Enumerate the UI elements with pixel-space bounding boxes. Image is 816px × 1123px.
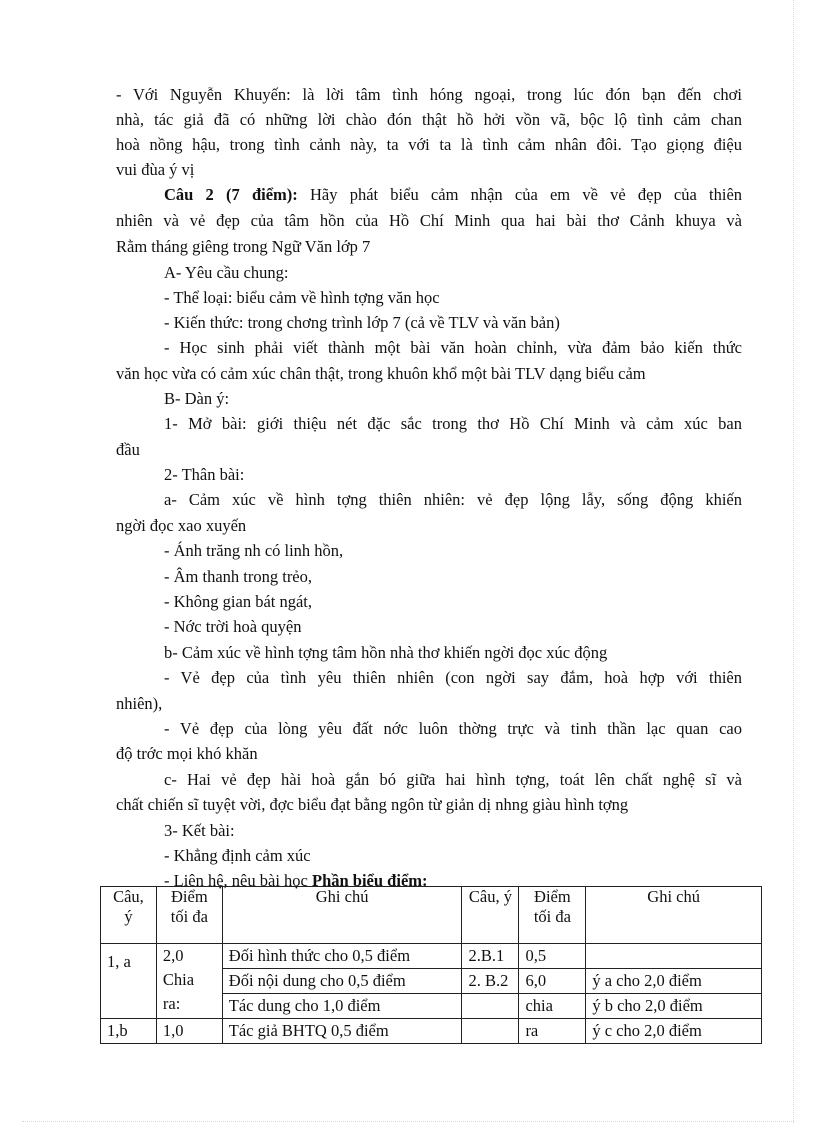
page-edge-bottom [22, 1121, 794, 1122]
diem-value: ra [525, 1021, 539, 1040]
note-value: ý b cho 2,0 điểm [592, 996, 703, 1015]
question-2-line [164, 183, 742, 207]
note-value: Đối hình thức cho 0,5 điểm [223, 944, 462, 969]
text-line: nhiên và vẻ đẹp của tâm hồn của Hồ Chí Minh qua hai bài thơ Cảnh khuya và [116, 211, 742, 230]
question-2-label: Câu 2 (7 điểm): [164, 185, 298, 204]
text-line: vui đùa ý vị [116, 160, 195, 179]
text-line: đầu [116, 440, 140, 459]
section-heading: 2- Thân bài: [164, 465, 245, 484]
section-heading: A- Yêu cầu chung: [164, 263, 289, 282]
cau-value [462, 994, 518, 1018]
text-line: Rằm tháng giêng trong Ngữ Văn lớp 7 [116, 237, 371, 256]
diem-value: ra: [162, 994, 181, 1013]
text-line: b- Cảm xúc về hình tợng tâm hồn nhà thơ khiến ngời đọc xúc động [164, 643, 608, 662]
header-ghichu: Ghi chú [222, 887, 462, 944]
text-line: nhà, tác giả đã có những lời chào đón thật hồ hởi vồn vã, bộc lộ tình cảm chan [116, 110, 742, 129]
text-line: ngời đọc xao xuyến [116, 516, 247, 535]
text-line: chất chiến sĩ tuyệt vời, đợc biểu đạt bằng ngôn từ giản dị nhng giàu hình tợng [116, 795, 629, 814]
text-line: - Khẳng định cảm xúc [164, 846, 311, 865]
cell-cau-2 [462, 944, 519, 1019]
text-line: - Vẻ đẹp của lòng yêu đất nớc luôn thờng trực và tinh thần lạc quan cao [164, 719, 742, 738]
text-line: độ trớc mọi khó khăn [116, 744, 258, 763]
diem-value: chia [525, 996, 553, 1015]
diem-value: 6,0 [519, 969, 585, 994]
table-header-row [101, 887, 762, 944]
cell-cau [101, 1019, 157, 1044]
scoring-title: Phần biểu điểm: [311, 871, 428, 890]
cell-ghichu [222, 944, 462, 1019]
text-line: - Với Nguyễn Khuyến: là lời tâm tình hóng ngoại, trong lúc đón bạn đến chơi [116, 85, 742, 104]
text-fragment: - Liên hệ, nêu bài học [164, 871, 312, 890]
diem-value: 2,0 [162, 946, 184, 965]
header-diem-2: Điểm tối đa [519, 887, 586, 944]
list-item: - Nớc trời hoà quyện [164, 617, 302, 636]
text-line: a- Cảm xúc về hình tợng thiên nhiên: vẻ đẹp lộng lẫy, sống động khiến [164, 490, 742, 509]
cell-ghichu [222, 1019, 462, 1044]
cau-value: 1,b [107, 1021, 128, 1040]
diem-value: 0,5 [519, 944, 585, 969]
header-cau-2: Câu, ý [462, 887, 519, 944]
note-value: ý a cho 2,0 điểm [586, 969, 761, 994]
text-line: 1- Mở bài: giới thiệu nét đặc sắc trong thơ Hồ Chí Minh và cảm xúc ban [164, 414, 742, 433]
scoring-table [100, 886, 762, 1044]
text-line: hoà nồng hậu, trong tình cảnh này, ta với ta là tình cảm nhân đôi. Tạo giọng điệu [116, 135, 742, 154]
note-value: Đối nội dung cho 0,5 điểm [223, 969, 462, 994]
text-line: - Vẻ đẹp của tình yêu thiên nhiên (con ngời say đắm, hoà hợp với thiên [164, 668, 742, 687]
header-diem: Điểm tối đa [156, 887, 222, 944]
cell-diem-2 [519, 1019, 586, 1044]
cau-value: 2. B.2 [462, 969, 518, 994]
text-line: - Học sinh phải viết thành một bài văn hoàn chỉnh, vừa đảm bảo kiến thức [164, 338, 742, 357]
header-cau: Câu, ý [101, 887, 157, 944]
cell-cau-2 [462, 1019, 519, 1044]
cau-value: 2.B.1 [462, 944, 518, 969]
cau-value [462, 1019, 518, 1043]
cell-diem-2 [519, 944, 586, 1019]
cell-ghichu-2 [586, 1019, 762, 1044]
question-2-text: Hãy phát biểu cảm nhận của em về vẻ đẹp của thiên [310, 185, 743, 204]
diem-value: Chia [162, 970, 195, 989]
list-item: - Âm thanh trong trẻo, [164, 567, 313, 586]
text-line: c- Hai vẻ đẹp hài hoà gắn bó giữa hai hình tợng, toát lên chất nghệ sĩ và [164, 770, 742, 789]
section-heading: B- Dàn ý: [164, 389, 230, 408]
table-row [101, 1019, 762, 1044]
note-value [586, 944, 761, 969]
list-item: - Không gian bát ngát, [164, 592, 313, 611]
text-line: - Thể loại: biểu cảm về hình tợng văn học [164, 288, 440, 307]
text-line: nhiên), [116, 694, 163, 713]
note-value: Tác giả BHTQ 0,5 điểm [228, 1021, 389, 1040]
cell-ghichu-2 [586, 944, 762, 1019]
note-value: Tác dung cho 1,0 điểm [228, 996, 381, 1015]
cell-cau: 1, a [101, 944, 157, 1019]
table-row [101, 944, 762, 1019]
text-line: văn học vừa có cảm xúc chân thật, trong khuôn khổ một bài TLV dạng biểu cảm [116, 364, 646, 383]
section-heading: 3- Kết bài: [164, 821, 235, 840]
list-item: - Ánh trăng nh có linh hồn, [164, 541, 344, 560]
header-ghichu-2: Ghi chú [586, 887, 762, 944]
diem-value: 1,0 [162, 1021, 184, 1040]
note-value: ý c cho 2,0 điểm [592, 1021, 702, 1040]
text-line: - Kiến thức: trong chơng trình lớp 7 (cả về TLV và văn bản) [164, 313, 560, 332]
cell-diem [156, 1019, 222, 1044]
cell-diem [156, 944, 222, 1019]
page-edge-right [793, 0, 794, 1123]
